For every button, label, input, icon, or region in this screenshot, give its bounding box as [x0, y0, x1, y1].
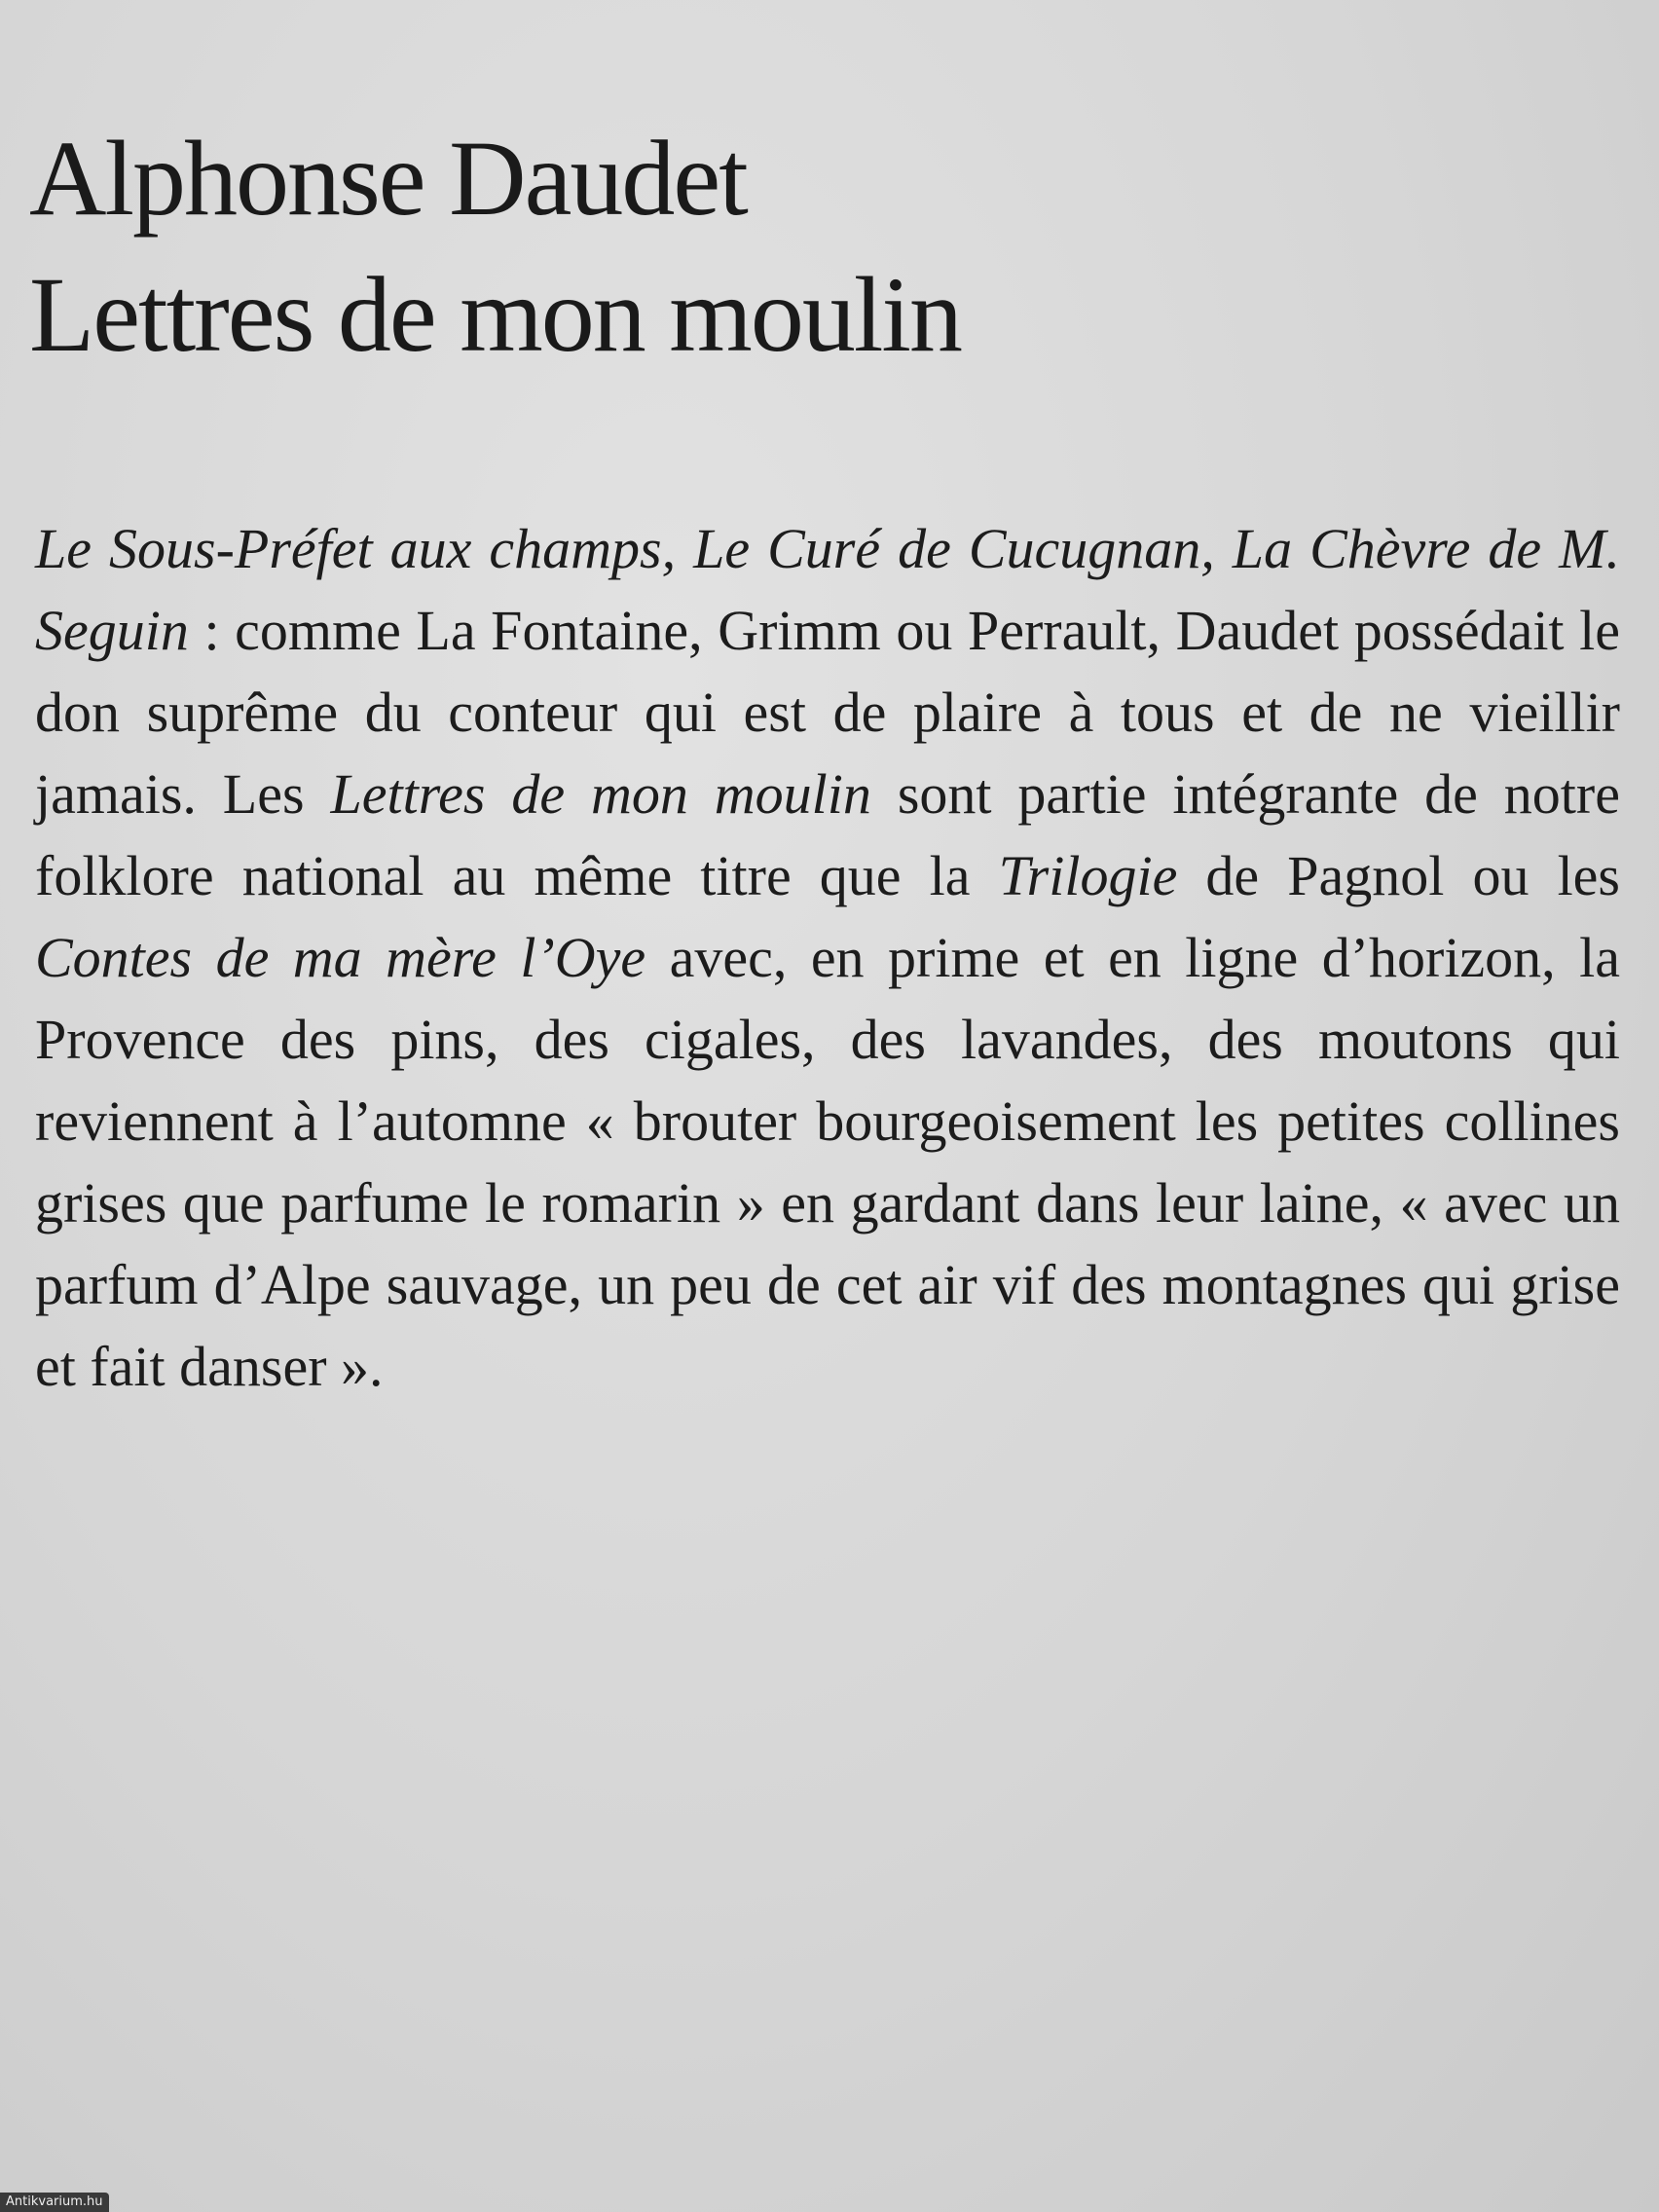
blurb-titles-italic: Le Sous-Préfet aux champs, Le Curé de Cucugnan, La Chèvre de M. Seguin [35, 517, 1620, 662]
book-title: Lettres de mon moulin [29, 255, 961, 374]
author-name: Alphonse Daudet [29, 119, 747, 238]
blurb-text: de Pagnol ou les [1177, 844, 1620, 907]
blurb-italic-lettres: Lettres de mon moulin [330, 762, 871, 826]
watermark-label: Antikvarium.hu [0, 2193, 109, 2212]
blurb-text: sont partie intégrante de notre folklore national au même titre que la [35, 762, 1620, 907]
blurb-italic-contes: Contes de ma mère l’Oye [35, 926, 646, 989]
blurb-text: : comme La Fontaine, Grimm ou Perrault, Daudet possédait le don suprême du conteur qui est de plaire à tous et de ne vieillir jamais. Les [35, 599, 1620, 826]
blurb-italic-trilogie: Trilogie [998, 844, 1178, 907]
blurb-paragraph [35, 508, 1620, 1408]
blurb-text: avec, en prime et en ligne d’horizon, la Provence des pins, des cigales, des lavandes, des moutons qui reviennent à l’automne « brouter bourgeoisement les petites collines grises que parfume le romarin » en gardant dans leur laine, « avec un parfum d’Alpe sauvage, un peu de cet air vif des montagnes qui grise et fait danser ». [35, 926, 1620, 1398]
